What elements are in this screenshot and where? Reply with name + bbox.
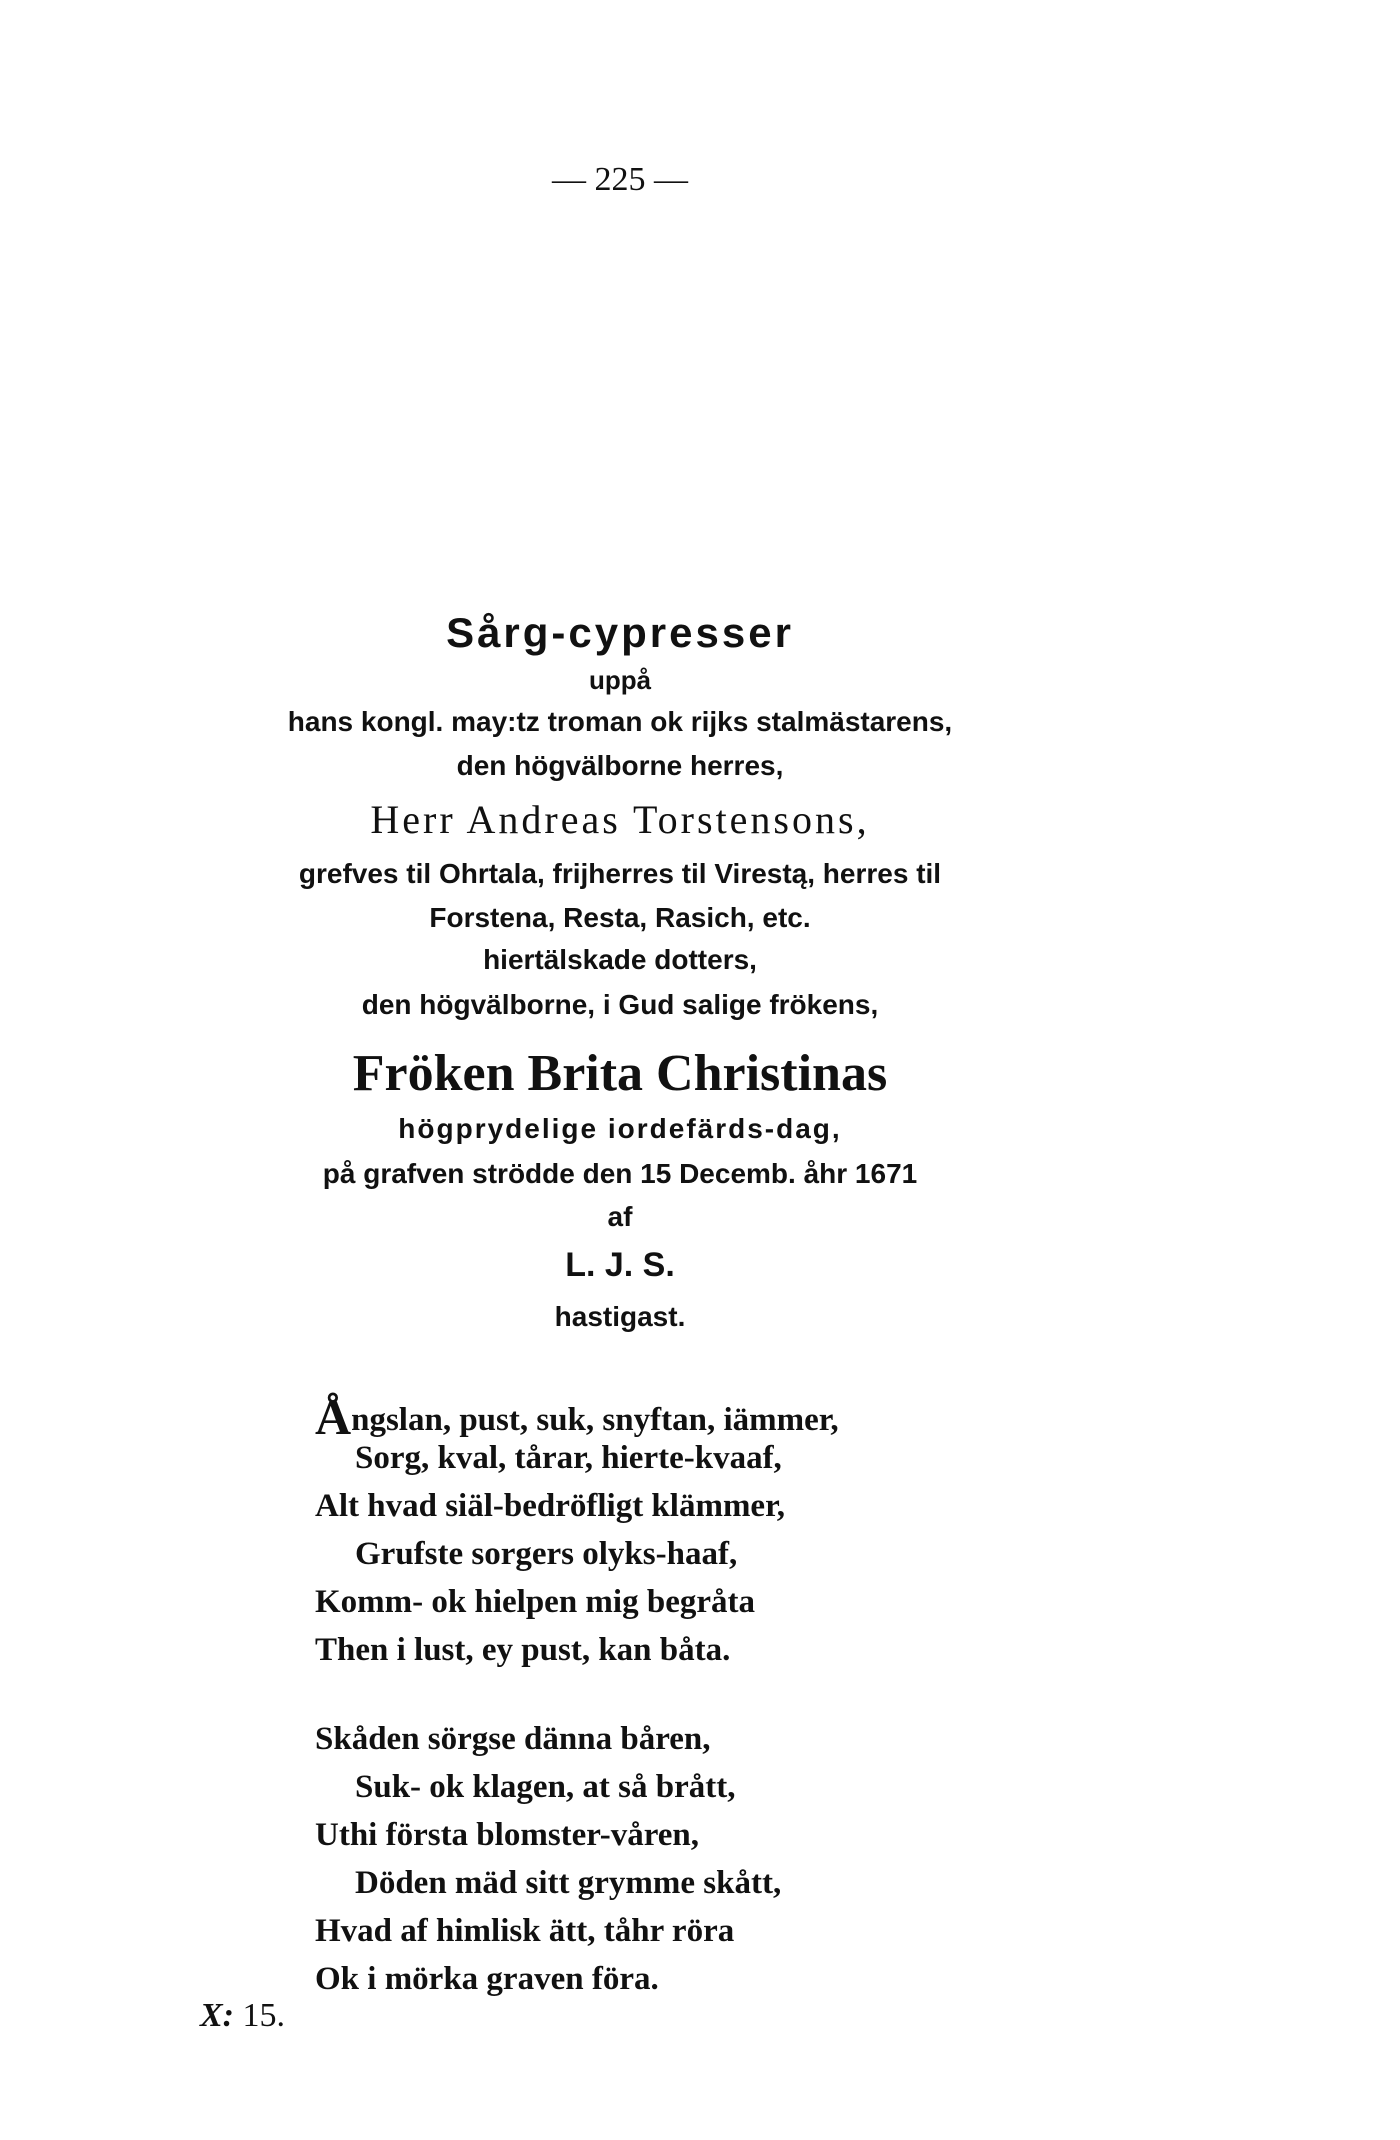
poem-title: Sårg-cypresser [446, 609, 794, 656]
verse-line: Komm- ok hielpen mig begråta [315, 1584, 755, 1620]
heading-line: hiertälskade dotters, [483, 944, 757, 975]
signature-number: 15. [242, 1997, 285, 2034]
verse-line: Grufste sorgers olyks-haaf, [355, 1536, 738, 1572]
heading-line: högprydelige iordefärds-dag, [398, 1113, 842, 1144]
page-number: — 225 — [552, 161, 688, 198]
verse-line: Then i lust, ey pust, kan båta. [315, 1632, 731, 1668]
dedicatee-father-name: Herr Andreas Torstensons, [370, 797, 870, 842]
verse-line: Alt hvad siäl-bedröfligt klämmer, [315, 1488, 785, 1524]
verse-text: ngslan, pust, suk, snyftan, iämmer, [351, 1402, 839, 1438]
verse-line [315, 1389, 839, 1445]
heading-line: hans kongl. may:tz troman ok rijks stalmästarens, [287, 706, 953, 737]
verse-line: Sorg, kval, tårar, hierte-kvaaf, [355, 1440, 782, 1476]
heading-line: af [607, 1201, 633, 1232]
dedicatee-name: Fröken Brita Christinas [352, 1045, 888, 1102]
verse-line: Hvad af himlisk ätt, tåhr röra [315, 1913, 735, 1949]
heading-line: uppå [588, 665, 652, 695]
heading-line: Forstena, Resta, Rasich, etc. [429, 902, 811, 933]
author-initials: L. J. S. [565, 1246, 675, 1284]
heading-line: den högvälborne, i Gud salige frökens, [361, 989, 879, 1020]
verse-line: Suk- ok klagen, at så brått, [355, 1769, 736, 1805]
heading-line: på grafven strödde den 15 Decemb. åhr 1671 [322, 1158, 918, 1189]
heading-line: den högvälborne herres, [456, 750, 784, 781]
verse-line: Skåden sörgse dänna båren, [315, 1721, 711, 1757]
heading-line: grefves til Ohrtala, frijherres til Virestą, herres til [298, 858, 942, 889]
signature-mark [200, 1997, 285, 2035]
verse-line: Ok i mörka graven föra. [315, 1961, 659, 1997]
verse-line: Döden mäd sitt grymme skått, [355, 1865, 782, 1901]
signature-letter: X: [200, 1997, 234, 2034]
drop-initial: Å [315, 1389, 352, 1445]
verse-line: Uthi första blomster-våren, [315, 1817, 700, 1853]
heading-line: hastigast. [554, 1301, 686, 1332]
